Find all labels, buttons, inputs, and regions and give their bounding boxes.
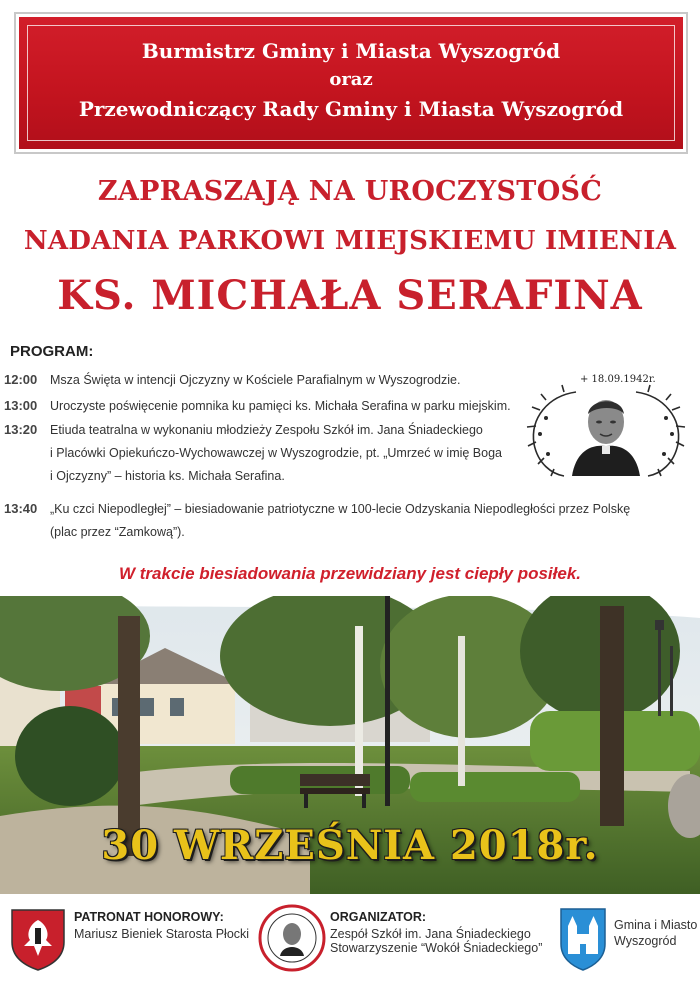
program-description: [50, 419, 502, 488]
organizer-association: Stowarzyszenie “Wokół Śniadeckiego”: [330, 941, 543, 955]
patronage-name: Mariusz Bieniek Starosta Płocki: [74, 927, 250, 941]
banner-line-council-chair: Przewodniczący Rady Gminy i Miasta Wyszogród: [78, 97, 624, 121]
program-description: [50, 395, 511, 418]
castle-crest-icon: [558, 906, 608, 972]
program-label: PROGRAM:: [10, 343, 94, 360]
organizer-school: Zespół Szkół im. Jana Śniadeckiego: [330, 927, 531, 941]
headline-park-naming: NADANIA PARKOWI MIEJSKIEMU IMIENIA: [23, 226, 677, 256]
program-time: 13:00: [4, 398, 38, 413]
program-description: [50, 369, 460, 392]
event-date: 30 WRZEŚNIA 2018r.: [101, 822, 599, 869]
organizer-title: ORGANIZATOR:: [330, 910, 427, 924]
program-line: (plac przez “Zamkową”).: [50, 525, 185, 539]
patronage-title: PATRONAT HONOROWY:: [74, 910, 224, 924]
thorn-wreath-icon: [518, 370, 693, 482]
gmina-line-1: Gmina i Miasto: [614, 918, 698, 932]
program-line: Uroczyste poświęcenie pomnika ku pamięci ks. Michała Serafina w parku miejskim.: [50, 399, 511, 413]
meal-note: W trakcie biesiadowania przewidziany jest ciepły posiłek.: [119, 564, 581, 583]
plock-county-crest: [8, 906, 68, 972]
program-line: i Placówki Opiekuńczo-Wychowawczej w Wyszogrodzie, pt. „Umrzeć w imię Boga: [50, 446, 502, 460]
program-description: [50, 498, 630, 544]
program-time: 12:00: [4, 372, 38, 387]
program-time: 13:40: [4, 501, 38, 516]
headline-patron-name: KS. MICHAŁA SERAFINA: [57, 272, 643, 319]
program-line: „Ku czci Niepodległej” – biesiadowanie patriotyczne w 100-lecie Odzyskania Niepodległości przez Polskę: [50, 502, 631, 516]
organizer-block: [330, 910, 542, 955]
headline-invite: ZAPRASZAJĄ NA UROCZYSTOŚĆ: [97, 176, 603, 207]
shield-crest-icon: [8, 906, 68, 972]
school-seal-icon: [258, 904, 326, 972]
school-seal: [258, 904, 326, 972]
wyszogrod-crest: [558, 906, 608, 972]
program-time: 13:20: [4, 422, 38, 437]
program-line: Msza Święta w intencji Ojczyzny w Kościele Parafialnym w Wyszogrodzie.: [50, 373, 461, 387]
header-banner: [16, 14, 686, 152]
patronage-block: [74, 910, 249, 941]
banner-line-and: oraz: [329, 69, 373, 90]
gmina-block: [614, 918, 697, 948]
priest-portrait: [518, 370, 693, 482]
gmina-line-2: Wyszogród: [614, 934, 677, 948]
death-date: + 18.09.1942r.: [580, 374, 656, 385]
program-line: Etiuda teatralna w wykonaniu młodzieży Zespołu Szkół im. Jana Śniadeckiego: [50, 423, 483, 437]
banner-line-mayor: Burmistrz Gminy i Miasta Wyszogród: [141, 39, 561, 63]
program-line: i Ojczyzny” – historia ks. Michała Serafina.: [50, 469, 285, 483]
